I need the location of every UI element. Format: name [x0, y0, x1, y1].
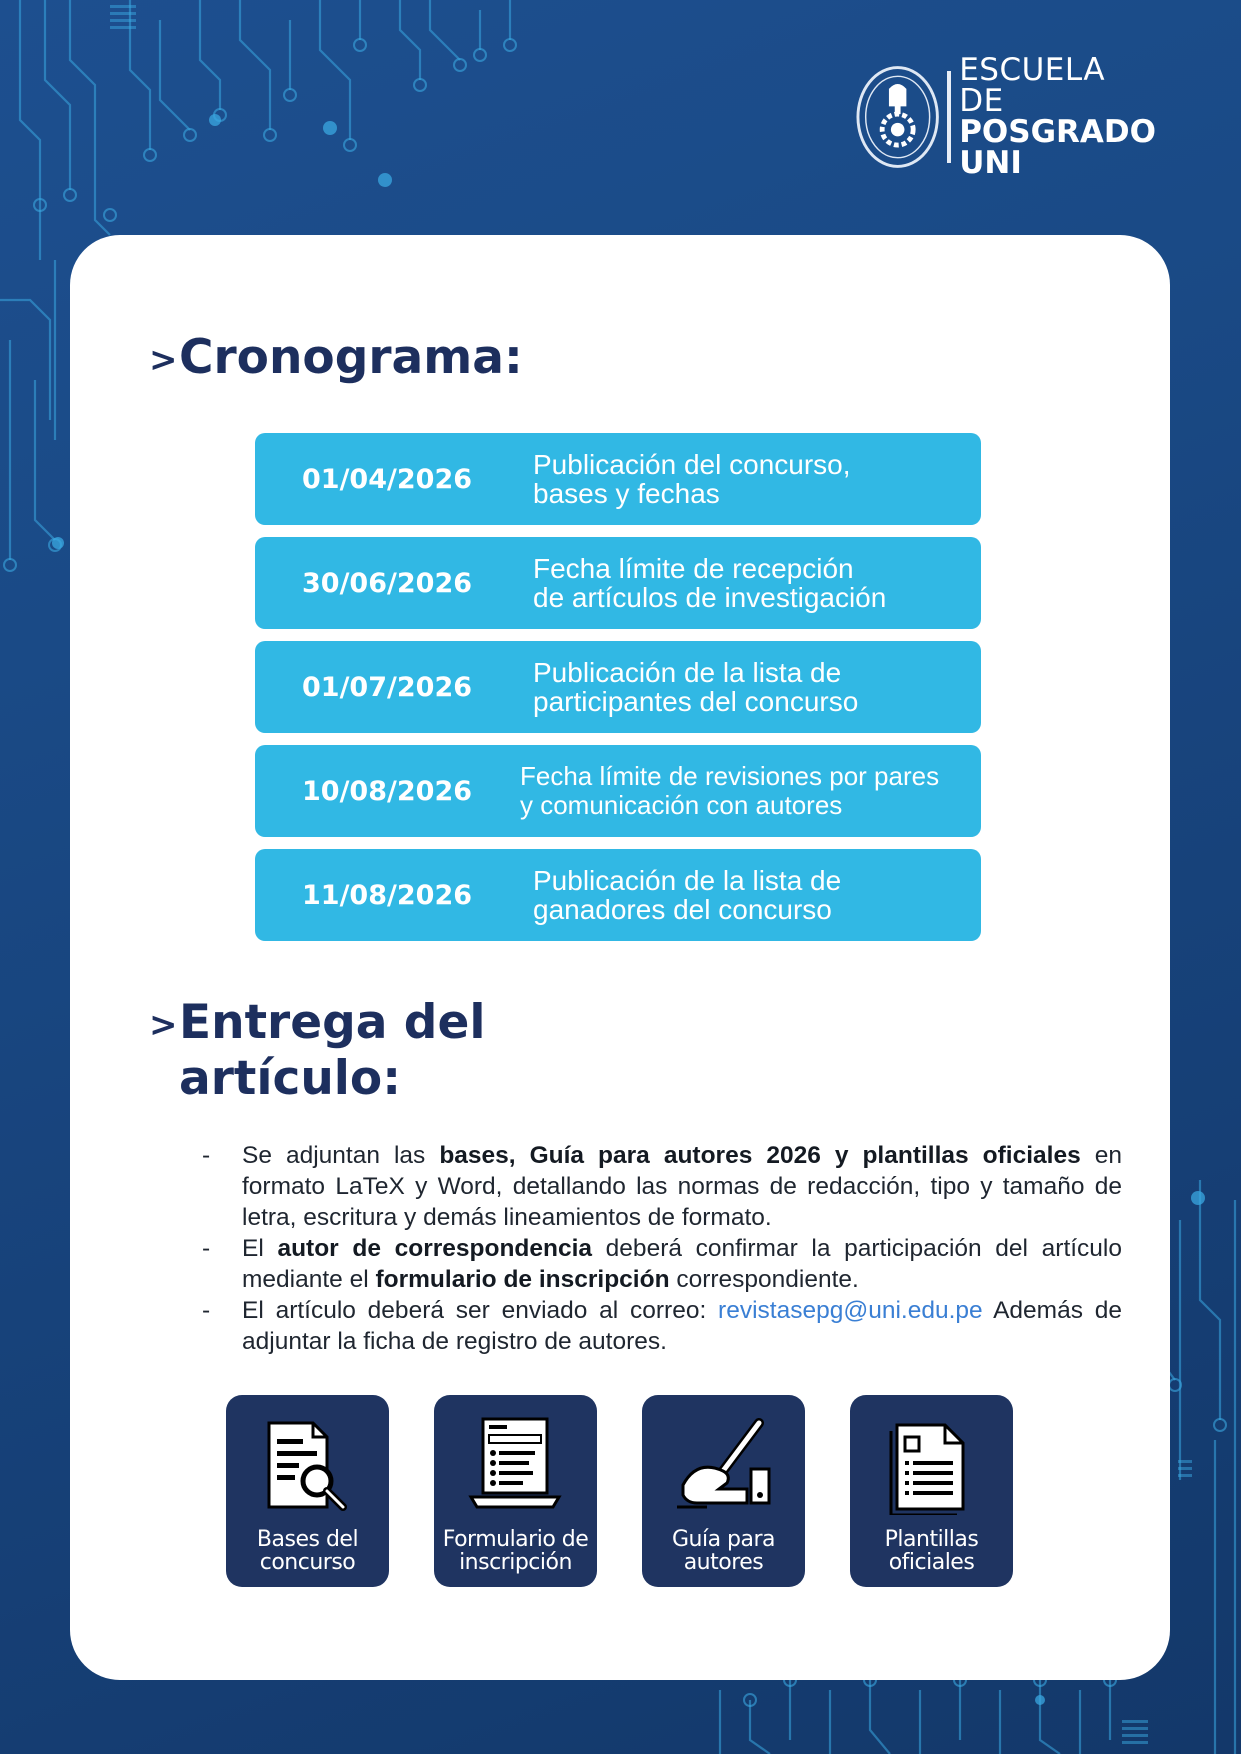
cronograma-title: Cronograma:: [179, 330, 523, 385]
bullet-text: correspondiente.: [669, 1266, 859, 1293]
tile-plantillas-oficiales[interactable]: [850, 1395, 1013, 1587]
timeline-date: 01/07/2026: [302, 671, 473, 703]
tile-label: Bases del concurso: [256, 1527, 359, 1575]
timeline-description-line-2: de artículos de investigación: [533, 582, 887, 613]
timeline: [255, 433, 981, 953]
timeline-description-line-1: Publicación del concurso,: [533, 449, 851, 480]
timeline-description: [533, 450, 973, 508]
tile-label: Plantillas oficiales: [884, 1527, 979, 1575]
timeline-row: [255, 745, 981, 837]
list-item: [202, 1140, 1122, 1233]
bullet-text: Se adjuntan las: [242, 1142, 440, 1169]
entrega-title-line-2: artículo:: [179, 1051, 401, 1106]
logo-line-2: POSGRADO: [959, 114, 1156, 150]
entrega-list: [202, 1140, 1122, 1357]
bullet-bold-text: bases, Guía para autores 2026 y plantillas oficiales: [439, 1142, 1081, 1169]
tile-formulario-inscripcion[interactable]: [434, 1395, 597, 1587]
timeline-row: [255, 849, 981, 941]
timeline-row: [255, 641, 981, 733]
timeline-row: [255, 433, 981, 525]
list-item: [202, 1233, 1122, 1295]
timeline-description: [520, 762, 960, 820]
tile-label: Guía para autores: [671, 1527, 776, 1575]
bullet-bold-text: formulario de inscripción: [375, 1266, 670, 1293]
timeline-description-line-1: Publicación de la lista de: [533, 865, 842, 896]
timeline-description: [533, 658, 973, 716]
document-list-icon: [881, 1415, 981, 1515]
hand-writing-icon: [673, 1415, 773, 1515]
school-logo: [856, 52, 1156, 181]
content-card: [70, 235, 1170, 1680]
university-seal-icon: [856, 64, 939, 170]
timeline-description-line-2: y comunicación con autores: [520, 790, 843, 820]
logo-line-3: UNI: [959, 145, 1022, 181]
timeline-description-line-2: participantes del concurso: [533, 686, 859, 717]
timeline-description-line-1: Fecha límite de revisiones por pares: [520, 761, 940, 791]
timeline-description-line-1: Fecha límite de recepción: [533, 553, 854, 584]
form-laptop-icon: [465, 1415, 565, 1515]
tile-guia-autores[interactable]: [642, 1395, 805, 1587]
tile-bases-concurso[interactable]: [226, 1395, 389, 1587]
email-link[interactable]: revistasepg@uni.edu.pe: [718, 1297, 983, 1324]
bullet-text: deberá confirmar la participación del artículo mediante el: [242, 1235, 1123, 1293]
bullet-text: en formato LaTeX y Word, detallando las normas de redacción, tipo y tamaño de letra, escritura y demás lineamientos de formato.: [242, 1142, 1122, 1231]
timeline-row: [255, 537, 981, 629]
bullet-text: El artículo deberá ser enviado al correo:: [242, 1297, 719, 1324]
cronograma-heading: [149, 330, 523, 386]
chevron-right-icon: >: [149, 340, 178, 380]
chevron-right-icon: >: [149, 1005, 178, 1045]
resource-tiles: [226, 1395, 1016, 1587]
document-search-icon: [257, 1415, 357, 1515]
logo-divider: [947, 71, 951, 163]
bullet-text: Además de adjuntar la ficha de registro de autores.: [242, 1297, 1122, 1355]
logo-line-1: ESCUELA DE: [959, 52, 1106, 119]
tile-label: Formulario de inscripción: [442, 1527, 589, 1575]
timeline-description: [533, 554, 973, 612]
timeline-date: 30/06/2026: [302, 567, 473, 599]
timeline-description: [533, 866, 973, 924]
entrega-heading: [149, 995, 579, 1107]
bullet-bold-text: autor de correspondencia: [277, 1235, 593, 1262]
timeline-date: 10/08/2026: [302, 775, 473, 807]
logo-wordmark: [959, 52, 1156, 181]
bullet-text: El: [242, 1235, 278, 1262]
entrega-title-line-1: Entrega del: [179, 995, 486, 1050]
timeline-date: 11/08/2026: [302, 879, 473, 911]
timeline-description-line-2: ganadores del concurso: [533, 894, 832, 925]
timeline-description-line-1: Publicación de la lista de: [533, 657, 842, 688]
timeline-description-line-2: bases y fechas: [533, 478, 720, 509]
list-item: [202, 1295, 1122, 1357]
timeline-date: 01/04/2026: [302, 463, 473, 495]
